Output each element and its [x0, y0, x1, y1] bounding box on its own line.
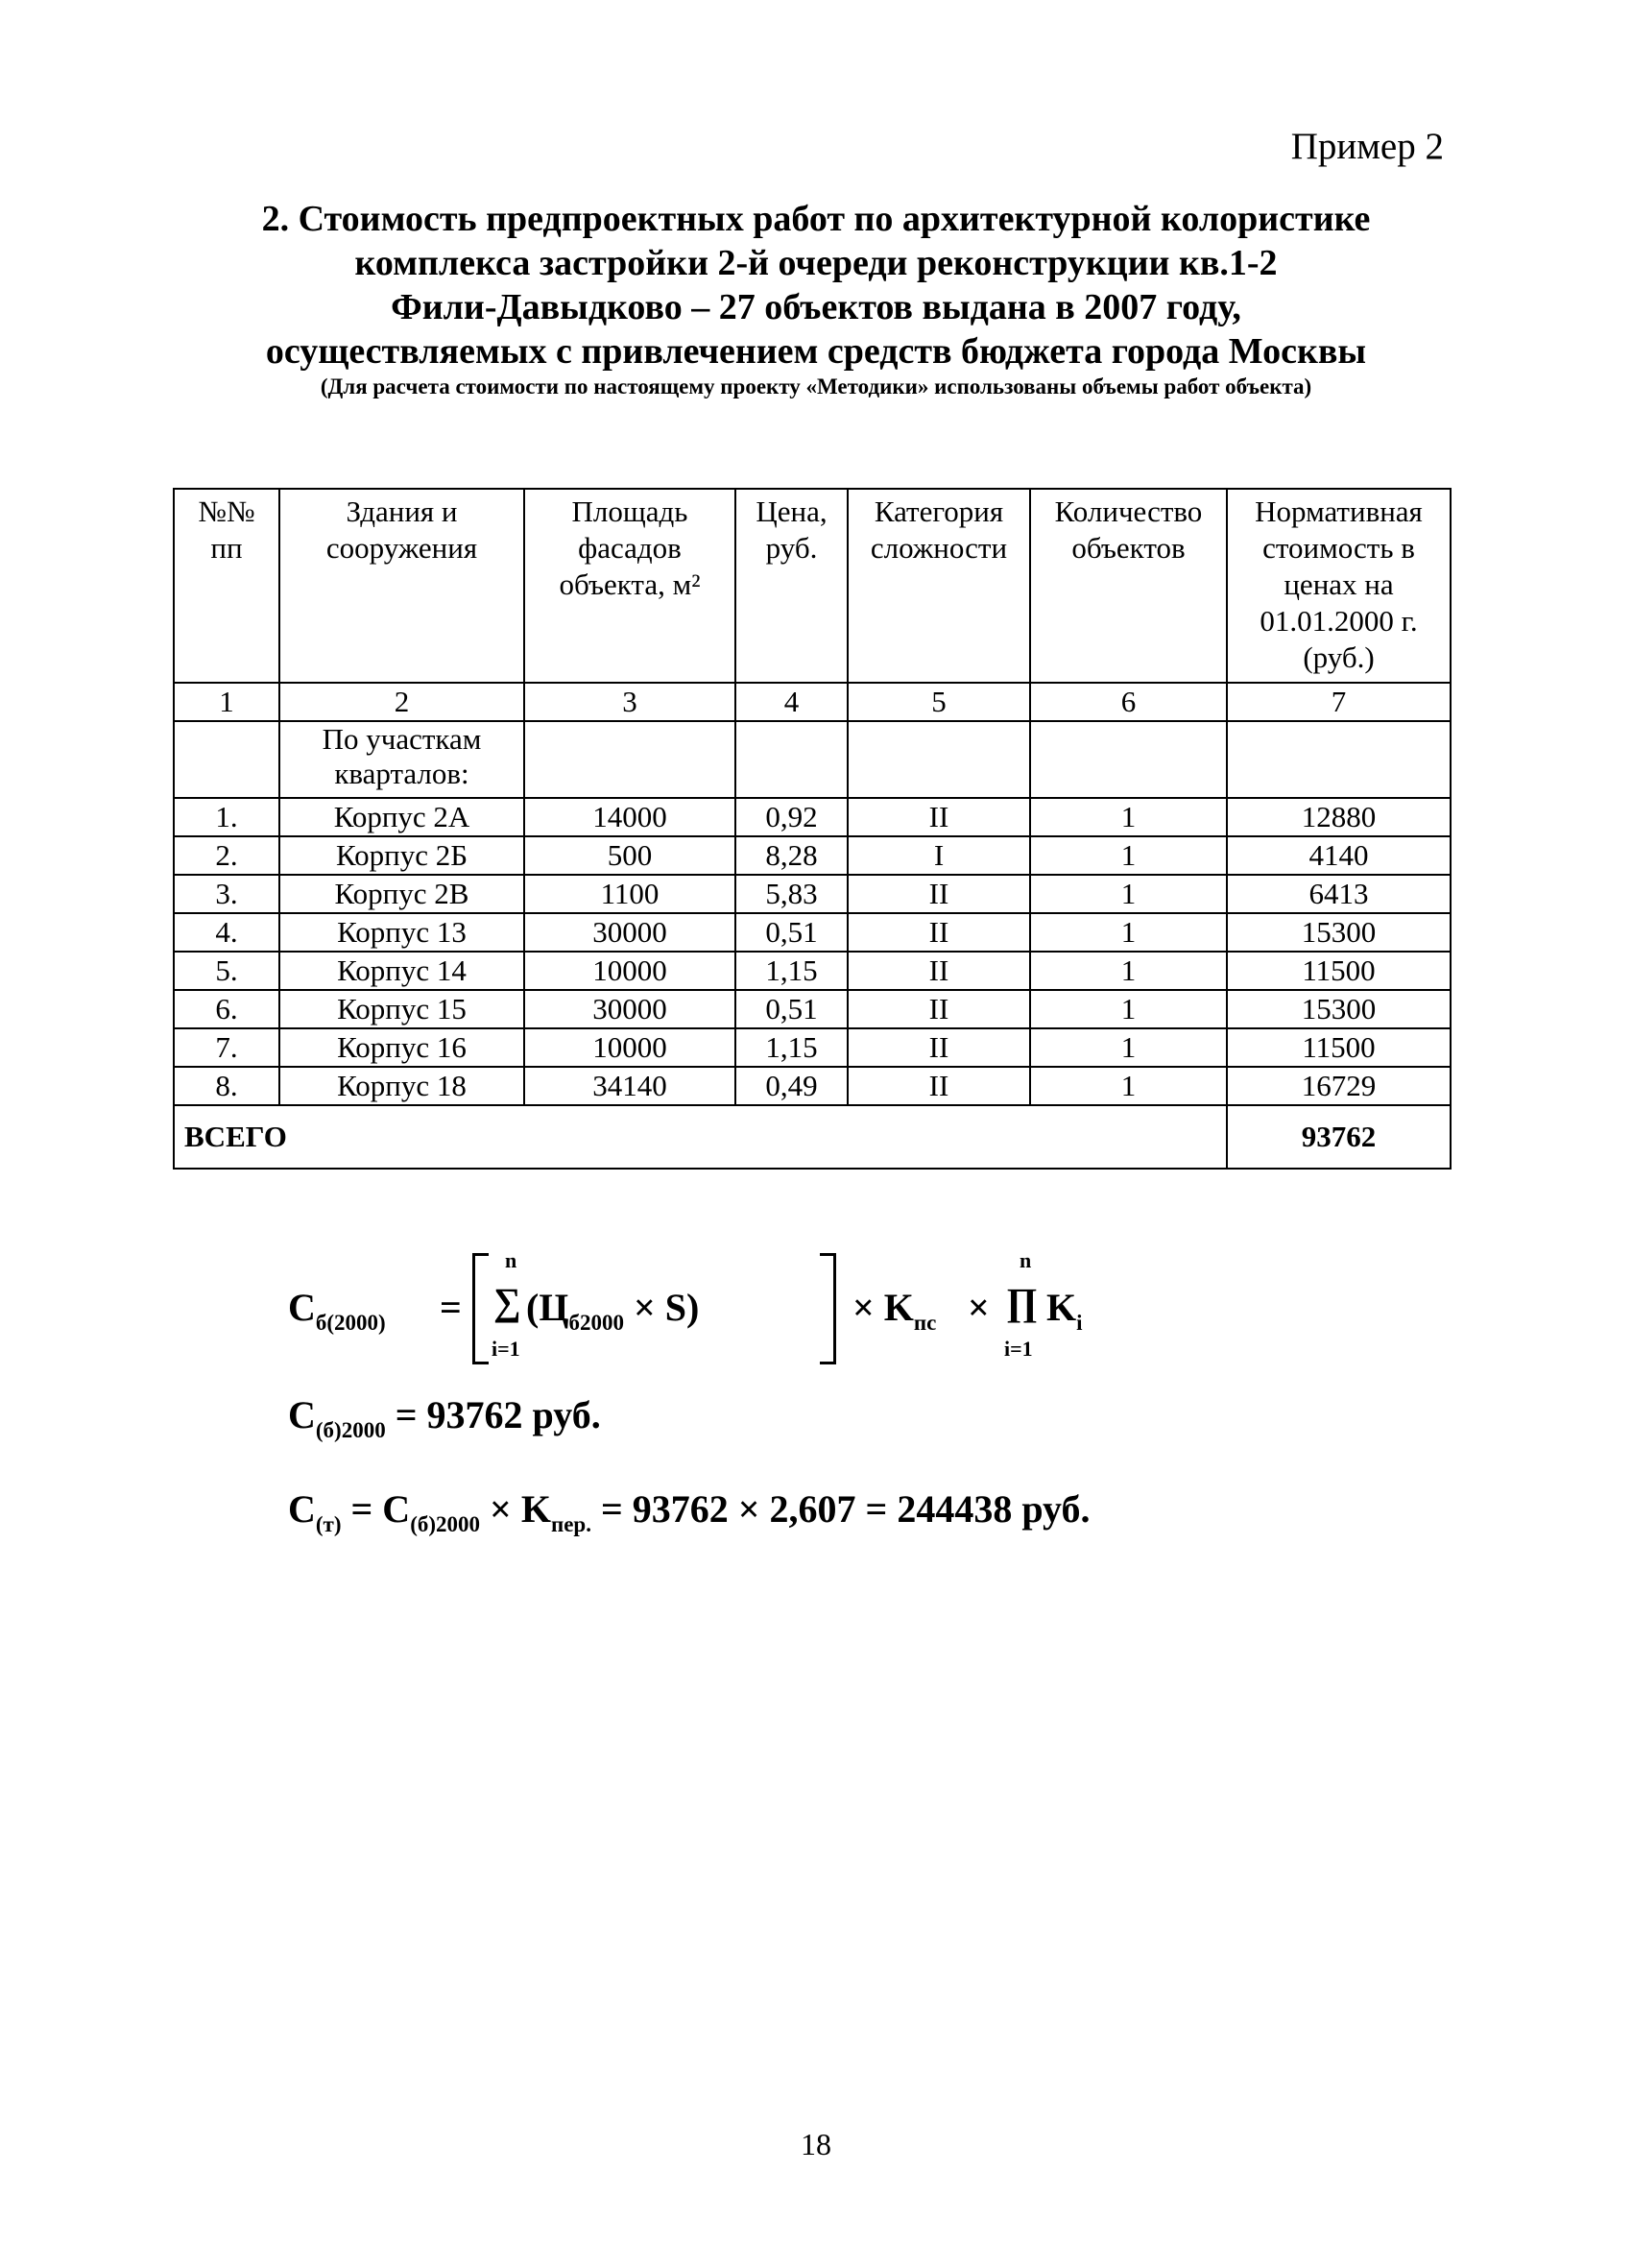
cost-table [173, 488, 1452, 1170]
times-sign: × [968, 1286, 990, 1329]
total-value: 93762 [1227, 1105, 1451, 1169]
table-cell: 0,51 [735, 990, 848, 1028]
table-cell: 1 [1030, 836, 1227, 875]
table-cell [1030, 721, 1227, 798]
total-row [174, 1105, 1451, 1169]
product-lower-limit: i=1 [1004, 1337, 1033, 1361]
subtitle-note: (Для расчета стоимости по настоящему проекту «Методики» использованы объемы работ объекта) [320, 374, 1312, 398]
table-cell: 1 [1030, 952, 1227, 990]
product-sign: ∏ [1006, 1280, 1038, 1323]
table-cell: II [848, 798, 1030, 836]
table-row [174, 952, 1451, 990]
table-cell: II [848, 990, 1030, 1028]
header-cell: Нормативная стоимость в ценах на 01.01.2000 г. (руб.) [1227, 489, 1451, 683]
column-number: 6 [1030, 683, 1227, 721]
table-row [174, 913, 1451, 952]
header-cell: Цена, руб. [735, 489, 848, 683]
table-cell: 1 [1030, 875, 1227, 913]
sum-upper-limit: n [505, 1248, 517, 1272]
title-line-1: 2. Стоимость предпроектных работ по архитектурной колористике [261, 199, 1371, 239]
table-cell: 30000 [524, 990, 735, 1028]
table-cell [848, 721, 1030, 798]
table-cell: 34140 [524, 1067, 735, 1105]
column-number-row [174, 683, 1451, 721]
table-cell: Корпус 18 [279, 1067, 524, 1105]
table-cell: 12880 [1227, 798, 1451, 836]
table-cell: 10000 [524, 952, 735, 990]
title-line-2: комплекса застройки 2-й очереди реконструкции кв.1-2 [354, 243, 1278, 283]
column-number: 7 [1227, 683, 1451, 721]
header-cell: №№ пп [174, 489, 279, 683]
table-cell: 1,15 [735, 952, 848, 990]
table-cell: II [848, 952, 1030, 990]
table-cell: II [848, 875, 1030, 913]
table-cell [1227, 721, 1451, 798]
table-cell: 16729 [1227, 1067, 1451, 1105]
table-cell: 11500 [1227, 952, 1451, 990]
table-cell: Корпус 13 [279, 913, 524, 952]
header-cell: Категория сложности [848, 489, 1030, 683]
table-cell: 0,49 [735, 1067, 848, 1105]
table-row [174, 875, 1451, 913]
table-cell: 0,51 [735, 913, 848, 952]
table-cell [174, 721, 279, 798]
sum-sign: ∑ [493, 1280, 521, 1323]
table-cell: I [848, 836, 1030, 875]
column-number: 3 [524, 683, 735, 721]
table-cell: Корпус 2А [279, 798, 524, 836]
table-cell: Корпус 2Б [279, 836, 524, 875]
table-row [174, 836, 1451, 875]
column-number: 4 [735, 683, 848, 721]
table-cell: 4. [174, 913, 279, 952]
table-cell: II [848, 913, 1030, 952]
table-row [174, 1028, 1451, 1067]
table-cell: 4140 [1227, 836, 1451, 875]
table-cell: Корпус 2В [279, 875, 524, 913]
page-number: 18 [801, 2127, 831, 2161]
title-line-3: Фили-Давыдково – 27 объектов выдана в 2007 году, [391, 287, 1241, 327]
example-label: Пример 2 [1290, 126, 1444, 167]
column-number: 5 [848, 683, 1030, 721]
table-cell: 11500 [1227, 1028, 1451, 1067]
formula-equals: = [440, 1286, 462, 1329]
coefficient-ki: $K_i$ [1046, 1286, 1083, 1335]
table-cell: 5. [174, 952, 279, 990]
table-cell: 1 [1030, 1028, 1227, 1067]
table-row [174, 798, 1451, 836]
table-cell: 1 [1030, 1067, 1227, 1105]
sum-body: $(Ц_{б2000} \times S)$ [526, 1286, 700, 1335]
table-cell: 1100 [524, 875, 735, 913]
header-cell: Площадь фасадов объекта, м² [524, 489, 735, 683]
table-cell [735, 721, 848, 798]
table-cell: 500 [524, 836, 735, 875]
header-cell: Количество объектов [1030, 489, 1227, 683]
left-bracket [472, 1253, 489, 1364]
table-cell: II [848, 1067, 1030, 1105]
sum-lower-limit: i=1 [492, 1337, 520, 1361]
table-cell: 1,15 [735, 1028, 848, 1067]
table-cell: 14000 [524, 798, 735, 836]
section-row [174, 721, 1451, 798]
result-line: $C_{(б)2000} = 93762$ руб. [288, 1393, 601, 1442]
table-cell: 8,28 [735, 836, 848, 875]
table-cell: 30000 [524, 913, 735, 952]
table-cell: 1. [174, 798, 279, 836]
table-cell: 1 [1030, 913, 1227, 952]
table-cell: 3. [174, 875, 279, 913]
table-cell: 5,83 [735, 875, 848, 913]
table-cell: 8. [174, 1067, 279, 1105]
table-cell: Корпус 15 [279, 990, 524, 1028]
table-cell: 15300 [1227, 990, 1451, 1028]
table-cell: 6413 [1227, 875, 1451, 913]
product-upper-limit: n [1020, 1248, 1032, 1272]
total-label: ВСЕГО [174, 1105, 1227, 1169]
coefficient-kps: × $K_{пс}$ [852, 1286, 937, 1335]
table-cell: 2. [174, 836, 279, 875]
table-cell: 0,92 [735, 798, 848, 836]
document-title [144, 197, 1488, 374]
cost-formula [288, 1248, 1344, 1373]
column-number: 1 [174, 683, 279, 721]
column-number: 2 [279, 683, 524, 721]
table-row [174, 990, 1451, 1028]
table-cell: 6. [174, 990, 279, 1028]
table-row [174, 1067, 1451, 1105]
header-row [174, 489, 1451, 683]
table-cell: 7. [174, 1028, 279, 1067]
table-cell: 10000 [524, 1028, 735, 1067]
header-cell: Здания и сооружения [279, 489, 524, 683]
total-cost-line: $C_{(т)} = C_{(б)2000} \times K_{пер.} = 93762 \times 2,607 = 244438$ руб. [288, 1487, 1091, 1536]
title-line-4: осуществляемых с привлечением средств бюджета города Москвы [265, 331, 1367, 372]
right-bracket [820, 1253, 836, 1364]
table-cell: II [848, 1028, 1030, 1067]
table-cell: 1 [1030, 798, 1227, 836]
table-cell [524, 721, 735, 798]
formula-lhs: $C_{б(2000)}$ [288, 1286, 386, 1335]
table-cell: Корпус 16 [279, 1028, 524, 1067]
table-cell: 1 [1030, 990, 1227, 1028]
section-label: По участкам кварталов: [279, 721, 524, 798]
table-cell: Корпус 14 [279, 952, 524, 990]
table-cell: 15300 [1227, 913, 1451, 952]
